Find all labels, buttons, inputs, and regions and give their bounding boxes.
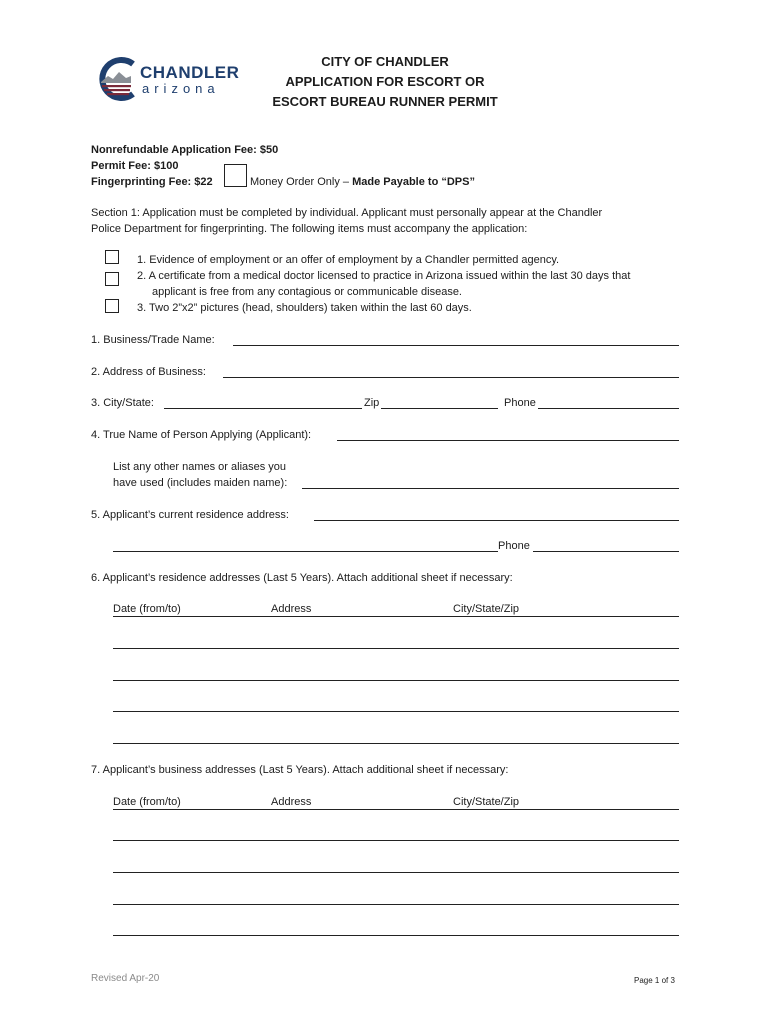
q7-col-city: City/State/Zip <box>453 796 520 808</box>
page-title <box>235 52 535 112</box>
q6-col-address: Address <box>271 603 312 615</box>
residence-phone-field[interactable] <box>533 551 679 552</box>
logo-brand-text: CHANDLER <box>140 63 240 82</box>
q6-row-line[interactable] <box>113 680 679 681</box>
q7-row-line[interactable] <box>113 872 679 873</box>
q7-row-line[interactable] <box>113 840 679 841</box>
section1-line2: Police Department for fingerprinting. The following items must accompany the application: <box>91 223 528 235</box>
payment-note <box>250 176 475 189</box>
q6-label: 6. Applicant’s residence addresses (Last 5 Years). Attach additional sheet if necessary: <box>91 572 513 584</box>
residence-field[interactable] <box>314 520 679 521</box>
zip-label: Zip <box>364 397 380 409</box>
q7-header-rule <box>113 809 679 810</box>
payment-payable: Made Payable to “DPS” <box>352 176 475 188</box>
city-state-field[interactable] <box>164 408 362 409</box>
q6-row-line[interactable] <box>113 711 679 712</box>
q6-row-line[interactable] <box>113 648 679 649</box>
residence-field-line2[interactable] <box>113 551 498 552</box>
business-address-label: 2. Address of Business: <box>91 366 206 378</box>
permit-fee: Permit Fee: $100 <box>91 160 179 172</box>
checkbox-medical-certificate[interactable] <box>105 272 119 286</box>
phone-field[interactable] <box>538 408 679 409</box>
revised-date: Revised Apr-20 <box>91 973 160 984</box>
requirement-2-cont: applicant is free from any contagious or communicable disease. <box>152 286 462 298</box>
true-name-label: 4. True Name of Person Applying (Applicant): <box>91 429 312 441</box>
title-line-3: ESCORT BUREAU RUNNER PERMIT <box>272 94 498 109</box>
q7-row-line[interactable] <box>113 904 679 905</box>
residence-phone-label: Phone <box>498 540 530 552</box>
aliases-label-1: List any other names or aliases you <box>113 461 287 473</box>
requirement-3: 3. Two 2”x2” pictures (head, shoulders) taken within the last 60 days. <box>137 302 472 314</box>
q6-row-line[interactable] <box>113 743 679 744</box>
business-address-field[interactable] <box>223 377 679 378</box>
residence-label: 5. Applicant’s current residence address: <box>91 509 289 521</box>
city-state-label: 3. City/State: <box>91 397 154 409</box>
phone-label: Phone <box>504 397 536 409</box>
q7-col-address: Address <box>271 796 312 808</box>
page-number: Page 1 of 3 <box>634 976 675 985</box>
q6-col-date: Date (from/to) <box>113 603 181 615</box>
q6-col-city: City/State/Zip <box>453 603 520 615</box>
business-name-field[interactable] <box>233 345 679 346</box>
requirement-1: 1. Evidence of employment or an offer of employment by a Chandler permitted agency. <box>137 254 560 266</box>
requirement-2: 2. A certificate from a medical doctor licensed to practice in Arizona issued within the last 30 days that <box>137 270 631 282</box>
money-order-checkbox[interactable] <box>224 164 247 187</box>
title-line-1: CITY OF CHANDLER <box>321 54 449 69</box>
q7-col-date: Date (from/to) <box>113 796 181 808</box>
zip-field[interactable] <box>381 408 498 409</box>
fingerprinting-fee: Fingerprinting Fee: $22 <box>91 176 213 188</box>
q6-header-rule <box>113 616 679 617</box>
payment-prefix: Money Order Only – <box>250 176 353 188</box>
checkbox-pictures[interactable] <box>105 299 119 313</box>
true-name-field[interactable] <box>337 440 679 441</box>
logo-sub-text: arizona <box>142 81 220 96</box>
aliases-field[interactable] <box>302 488 679 489</box>
application-fee: Nonrefundable Application Fee: $50 <box>91 144 279 156</box>
q7-row-line[interactable] <box>113 935 679 936</box>
business-name-label: 1. Business/Trade Name: <box>91 334 215 346</box>
q7-label: 7. Applicant’s business addresses (Last 5 Years). Attach additional sheet if necessary: <box>91 764 509 776</box>
section1-line1: Section 1: Application must be completed by individual. Applicant must personally appear at the Chandler <box>91 207 603 219</box>
chandler-emblem-icon <box>95 56 137 102</box>
checkbox-employment[interactable] <box>105 250 119 264</box>
aliases-label-2: have used (includes maiden name): <box>113 477 288 489</box>
chandler-logo <box>95 56 240 102</box>
title-line-2: APPLICATION FOR ESCORT OR <box>285 74 485 89</box>
